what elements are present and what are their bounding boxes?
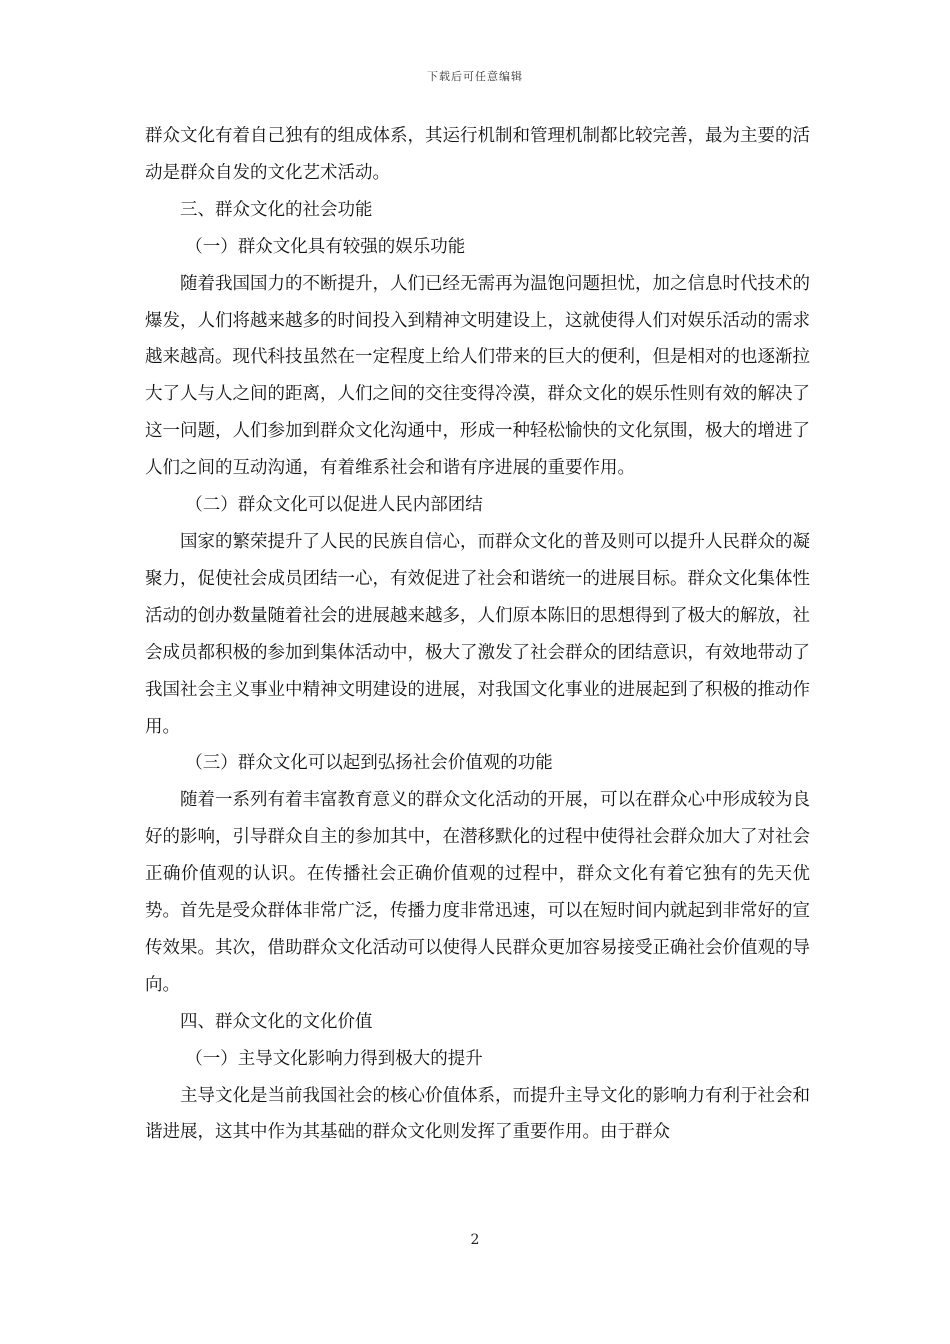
page-number: 2 xyxy=(470,1232,480,1248)
paragraph: 国家的繁荣提升了人民的民族自信心，而群众文化的普及则可以提升人民群众的凝聚力，促使社会成员团结一心，有效促进了社会和谐统一的进展目标。群众文化集体性活动的创办数量随着社会的进展越来越多，人们原本陈旧的思想得到了极大的解放，社会成员都积极的参加到集体活动中，极大了激发了社会群众的团结意识，有效地带动了我国社会主义事业中精神文明建设的进展，对我国文化事业的进展起到了积极的推动作用。 xyxy=(145,531,810,737)
subsection-heading: （一）主导文化影响力得到极大的提升 xyxy=(185,1048,483,1069)
subsection-heading: （一）群众文化具有较强的娱乐功能 xyxy=(185,236,466,257)
section-heading: 四、群众文化的文化价值 xyxy=(180,1011,373,1032)
paragraph-continuation: 群众文化有着自己独有的组成体系，其运行机制和管理机制都比较完善，最为主要的活动是群众自发的文化艺术活动。 xyxy=(145,126,810,183)
page-header: 下载后可任意编辑 xyxy=(427,70,523,83)
paragraph: 随着一系列有着丰富教育意义的群众文化活动的开展，可以在群众心中形成较为良好的影响，引导群众自主的参加其中，在潜移默化的过程中使得社会群众加大了对社会正确价值观的认识。在传播社会正确价值观的过程中，群众文化有着它独有的先天优势。首先是受众群体非常广泛，传播力度非常迅速，可以在短时间内就起到非常好的宣传效果。其次，借助群众文化活动可以使得人民群众更加容易接受正确社会价值观的导向。 xyxy=(145,790,810,995)
paragraph: 随着我国国力的不断提升，人们已经无需再为温饱问题担忧，加之信息时代技术的爆发，人们将越来越多的时间投入到精神文明建设上，这就使得人们对娱乐活动的需求越来越高。现代科技虽然在一定程度上给人们带来的巨大的便利，但是相对的也逐渐拉大了人与人之间的距离，人们之间的交往变得冷漠，群众文化的娱乐性则有效的解决了这一问题，人们参加到群众文化沟通中，形成一种轻松愉快的文化氛围，极大的增进了人们之间的互动沟通，有着维系社会和谐有序进展的重要作用。 xyxy=(145,273,810,479)
paragraph: 主导文化是当前我国社会的核心价值体系，而提升主导文化的影响力有利于社会和谐进展，这其中作为其基础的群众文化则发挥了重要作用。由于群众 xyxy=(145,1085,810,1143)
subsection-heading: （三）群众文化可以起到弘扬社会价值观的功能 xyxy=(185,753,553,774)
document-body xyxy=(145,118,810,1151)
subsection-heading: （二）群众文化可以促进人民内部团结 xyxy=(185,495,483,516)
section-heading: 三、群众文化的社会功能 xyxy=(180,199,373,220)
